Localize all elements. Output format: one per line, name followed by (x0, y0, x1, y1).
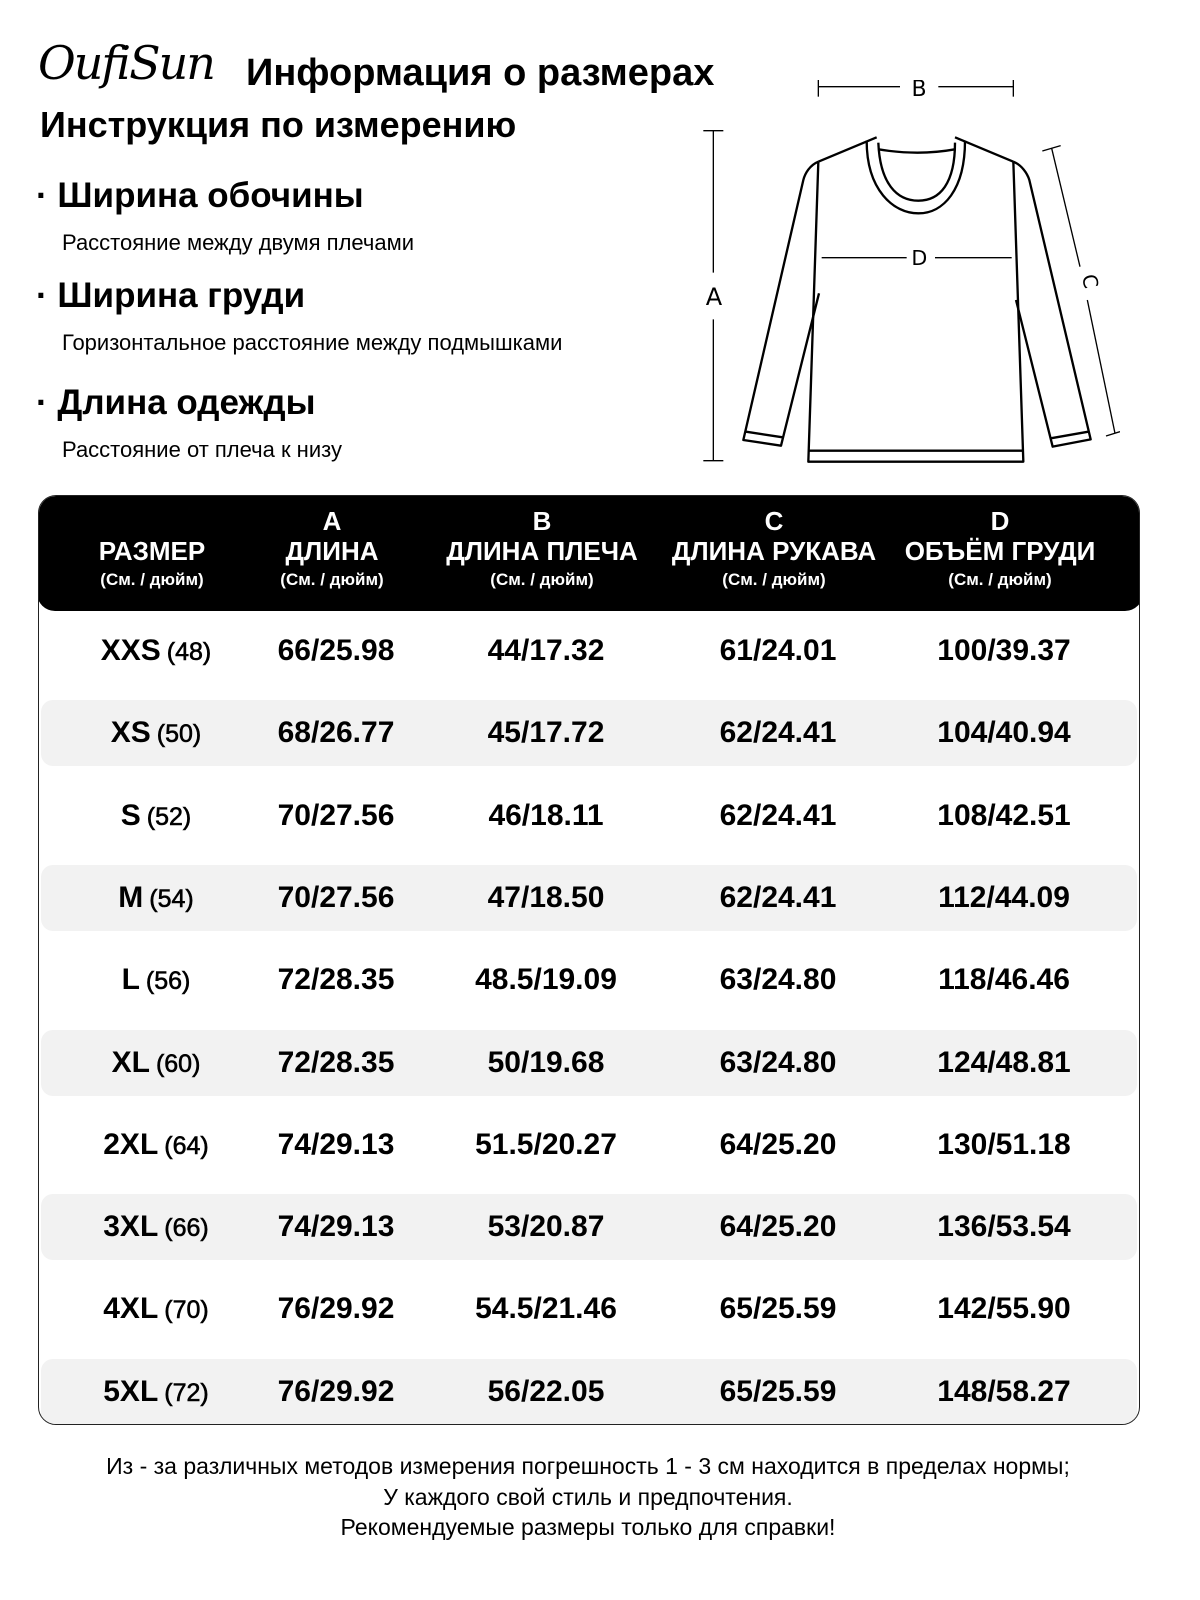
ru-size-label: (60) (155, 1049, 201, 1078)
section-desc-length: Расстояние от плеча к низу (62, 437, 342, 462)
label-a: A (705, 283, 723, 311)
measure-d-cell: 136/53.54 (937, 1210, 1071, 1244)
measure-c-cell: 62/24.41 (719, 798, 837, 832)
footer-line: Из - за различных методов измерения погрешность 1 - 3 см находится в пределах нормы; (106, 1453, 1070, 1479)
measure-b-cell: 56/22.05 (487, 1374, 605, 1408)
measure-b-cell: 47/18.50 (487, 880, 605, 914)
measure-d-cell: 104/40.94 (937, 716, 1071, 750)
table-row (41, 783, 1137, 849)
dimension-a (703, 131, 723, 461)
dimension-b (818, 80, 1013, 102)
size-label: XXS (100, 634, 161, 667)
measure-d-cell: 148/58.27 (937, 1374, 1071, 1408)
ru-size-label: (70) (164, 1296, 209, 1325)
section-desc-shoulder: Расстояние между двумя плечами (62, 230, 415, 255)
ru-size-label: (72) (164, 1378, 209, 1407)
measure-b-cell: 54.5/21.46 (475, 1292, 617, 1326)
measure-c-cell: 64/25.20 (719, 1210, 837, 1244)
column-header-b: B ДЛИНА ПЛЕЧА (См. / дюйм) (446, 506, 638, 589)
shirt-diagram (680, 80, 1120, 470)
ru-size-label: (54) (149, 884, 194, 913)
label-c: C (1076, 271, 1104, 291)
measure-a-cell: 68/26.77 (277, 716, 395, 750)
table-row (41, 947, 1137, 1013)
ru-size-label: (64) (164, 1131, 209, 1160)
ru-size-label: (56) (145, 967, 191, 996)
measure-d-cell: 130/51.18 (937, 1127, 1071, 1161)
footer-line: Рекомендуемые размеры только для справки! (340, 1514, 836, 1540)
label-b: B (911, 80, 927, 102)
measure-a-cell: 76/29.92 (277, 1292, 395, 1326)
measure-b-cell: 50/19.68 (487, 1045, 605, 1079)
size-label: 3XL (103, 1210, 159, 1244)
measure-b-cell: 45/17.72 (487, 716, 605, 750)
measure-c-cell: 62/24.41 (719, 880, 837, 914)
table-row (41, 865, 1137, 931)
measure-b-cell: 51.5/20.27 (475, 1127, 617, 1161)
table-row (41, 1359, 1137, 1425)
label-d: D (911, 246, 928, 270)
size-label: 5XL (103, 1374, 159, 1408)
page-title: Информация о размерах (246, 52, 715, 94)
measure-b-cell: 48.5/19.09 (475, 963, 617, 997)
measure-d-cell: 142/55.90 (937, 1292, 1071, 1326)
table-row (41, 1194, 1137, 1260)
measure-c-cell: 64/25.20 (719, 1127, 837, 1161)
page-subtitle: Инструкция по измерению (40, 104, 517, 145)
table-row (41, 1030, 1137, 1096)
measure-a-cell: 72/28.35 (277, 963, 395, 997)
measure-c-cell: 61/24.01 (719, 634, 837, 667)
size-label: S (120, 798, 141, 832)
table-row (41, 700, 1137, 766)
section-heading-length: · Длина одежды (36, 383, 316, 422)
size-label: 4XL (103, 1292, 159, 1326)
measure-a-cell: 74/29.13 (277, 1127, 395, 1161)
ru-size-label: (66) (164, 1214, 209, 1243)
measure-d-cell: 108/42.51 (937, 798, 1071, 832)
size-label: 2XL (103, 1127, 159, 1161)
measure-c-cell: 65/25.59 (719, 1292, 837, 1326)
footer-note (0, 1451, 1176, 1543)
table-row (41, 1276, 1137, 1342)
section-desc-chest: Горизонтальное расстояние между подмышками (62, 330, 563, 355)
size-label: XS (110, 716, 151, 750)
size-label: XL (111, 1045, 150, 1079)
size-label: L (121, 963, 140, 997)
measure-a-cell: 72/28.35 (277, 1045, 395, 1079)
column-header-a: A ДЛИНА (См. / дюйм) (280, 506, 384, 589)
measure-a-cell: 66/25.98 (277, 634, 395, 667)
size-label: M (118, 880, 144, 914)
table-row (41, 1112, 1137, 1178)
measure-c-cell: 63/24.80 (719, 963, 837, 997)
measure-d-cell: 118/46.46 (938, 963, 1070, 997)
size-table (38, 495, 1140, 1425)
measure-a-cell: 70/27.56 (277, 880, 395, 914)
measure-d-cell: 100/39.37 (937, 634, 1071, 667)
measure-b-cell: 46/18.11 (488, 798, 604, 832)
shirt-outline-icon (743, 137, 1090, 461)
ru-size-label: (48) (166, 638, 212, 666)
measure-c-cell: 65/25.59 (719, 1374, 837, 1408)
measure-b-cell: 53/20.87 (487, 1210, 605, 1244)
dimension-d (822, 246, 1012, 270)
measure-d-cell: 124/48.81 (937, 1045, 1071, 1079)
measure-a-cell: 70/27.56 (277, 798, 395, 832)
table-header (38, 495, 1140, 611)
column-header-d: D ОБЪЁМ ГРУДИ (См. / дюйм) (904, 506, 1096, 589)
measure-b-cell: 44/17.32 (487, 634, 605, 667)
section-heading-chest: · Ширина груди (36, 276, 306, 315)
ru-size-label: (52) (146, 802, 192, 831)
table-row (41, 618, 1137, 684)
measure-c-cell: 63/24.80 (719, 1045, 837, 1079)
column-header-c: C ДЛИНА РУКАВА (См. / дюйм) (671, 506, 877, 589)
measure-d-cell: 112/44.09 (938, 880, 1070, 914)
ru-size-label: (50) (156, 720, 202, 749)
column-header-size: РАЗМЕР (См. / дюйм) (98, 536, 206, 589)
footer-line: У каждого свой стиль и предпочтения. (383, 1483, 793, 1510)
measure-c-cell: 62/24.41 (719, 716, 837, 750)
measure-a-cell: 74/29.13 (277, 1210, 395, 1244)
measure-a-cell: 76/29.92 (277, 1374, 395, 1408)
section-heading-shoulder: · Ширина обочины (36, 176, 364, 215)
brand-logo: OufiSun (38, 36, 214, 90)
dimension-c (1042, 146, 1120, 436)
